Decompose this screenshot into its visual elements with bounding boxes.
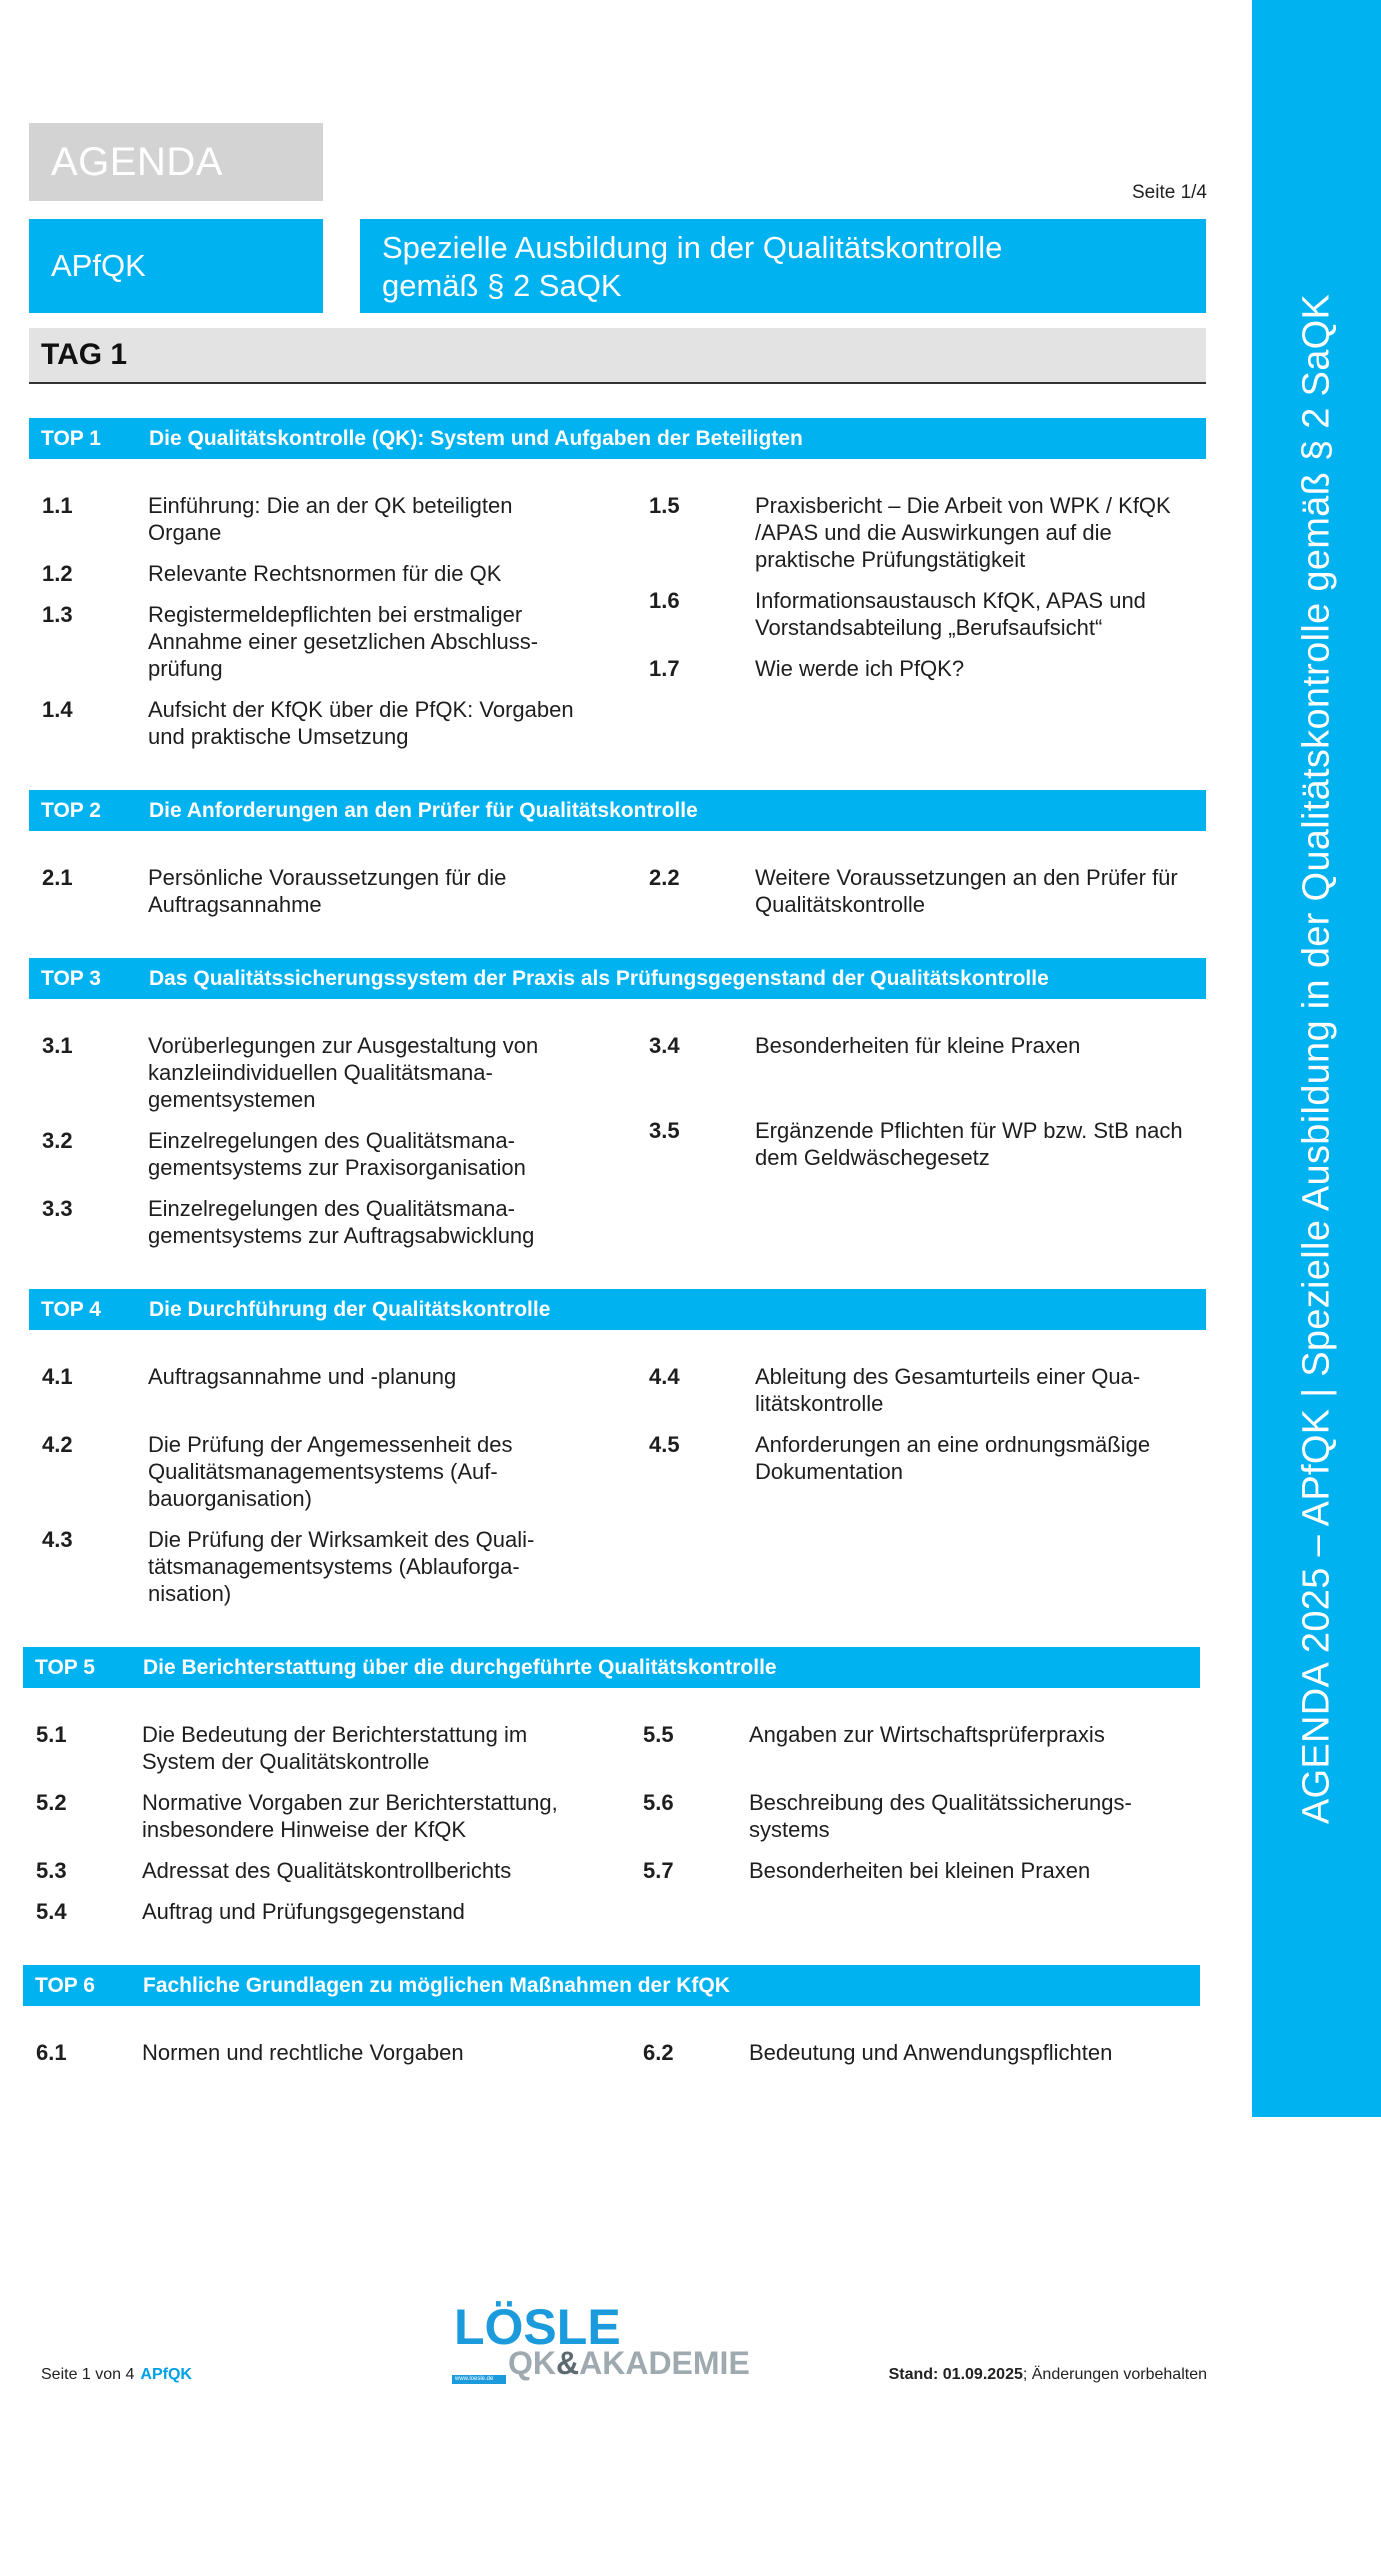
section-items [23, 1688, 1206, 1939]
logo-line1: LÖSLE [454, 2299, 621, 2355]
items-left-column [36, 2039, 643, 2080]
agenda-item [643, 1789, 1200, 1843]
logo-qk: QK [508, 2345, 556, 2381]
items-left-column [36, 1721, 643, 1939]
item-text: Beschreibung des Qualitätssicherungssystems [749, 1790, 1132, 1842]
section-number: TOP 6 [35, 1974, 95, 1997]
item-text: Vorüberlegungen zur Ausgestaltung von kanzleiindividuellen Qualitätsmanagementsystemen [148, 1033, 539, 1112]
item-number: 6.2 [643, 2040, 674, 2065]
item-number: 1.6 [649, 588, 680, 613]
section-title: Die Durchführung der Qualitätskontrolle [149, 1298, 551, 1321]
items-right-column [643, 1721, 1200, 1898]
agenda-sections [29, 418, 1206, 2106]
section-title: Fachliche Grundlagen zu möglichen Maßnahmen der KfQK [143, 1974, 730, 1997]
section-number: TOP 3 [41, 967, 101, 990]
section-title: Das Qualitätssicherungssystem der Praxis als Prüfungsgegenstand der Qualitätskontrolle [149, 967, 1049, 990]
logo-ampersand: & [556, 2345, 580, 2381]
agenda-item [42, 1195, 649, 1249]
agenda-item [649, 587, 1206, 641]
footer-stand [889, 2366, 1207, 2384]
agenda-item [42, 1363, 649, 1390]
agenda-item [42, 864, 649, 918]
footer-stand-date: Stand: 01.09.2025 [888, 2366, 1023, 2383]
item-text: Einzelregelungen des Qualitätsmanagementsystems zur Auftragsabwicklung [148, 1196, 535, 1248]
section-top4 [29, 1289, 1206, 1621]
footer-course-code: APfQK [140, 2366, 192, 2383]
section-header-top1 [29, 418, 1206, 459]
section-items [29, 831, 1206, 932]
item-number: 1.7 [649, 656, 680, 681]
items-right-column [649, 1032, 1206, 1185]
agenda-item [649, 1431, 1206, 1485]
logo-url: www.loesle.de [452, 2375, 506, 2384]
agenda-item [42, 1032, 649, 1113]
agenda-item [649, 492, 1206, 573]
section-header-top5 [23, 1647, 1200, 1688]
agenda-item [42, 560, 649, 587]
course-title-line2: gemäß § 2 SaQK [382, 268, 622, 303]
section-items [29, 999, 1206, 1263]
agenda-item [42, 1127, 649, 1181]
item-text: Einführung: Die an der QK beteiligten Organe [148, 493, 513, 545]
section-top1 [29, 418, 1206, 764]
item-text: Adressat des Qualitätskontrollberichts [142, 1858, 512, 1883]
agenda-item [36, 1857, 643, 1884]
agenda-item [36, 1789, 643, 1843]
item-number: 1.4 [42, 697, 73, 722]
item-text: Wie werde ich PfQK? [755, 656, 965, 681]
agenda-item [42, 1431, 649, 1512]
agenda-item [42, 1526, 649, 1607]
item-text: Die Prüfung der Wirksamkeit des Qualitätsmanagementsystems (Ablauforganisation) [148, 1527, 535, 1606]
agenda-item [643, 1721, 1200, 1748]
item-number: 5.5 [643, 1722, 674, 1747]
item-text: Registermeldepflichten bei erstmaliger Annahme einer gesetzlichen Abschlussprüfung [148, 602, 539, 681]
item-number: 1.3 [42, 602, 73, 627]
item-number: 2.2 [649, 865, 680, 890]
side-banner-text: AGENDA 2025 – APfQK | Spezielle Ausbildung in der Qualitätskontrolle gemäß § 2 SaQK [1295, 293, 1337, 1824]
agenda-item [36, 2039, 643, 2066]
item-number: 5.2 [36, 1790, 67, 1815]
item-number: 2.1 [42, 865, 73, 890]
course-title-line1: Spezielle Ausbildung in der Qualitätskontrolle [382, 230, 1003, 265]
item-number: 4.5 [649, 1432, 680, 1457]
section-title: Die Berichterstattung über die durchgeführte Qualitätskontrolle [143, 1656, 777, 1679]
agenda-item [42, 696, 649, 750]
item-number: 4.2 [42, 1432, 73, 1457]
course-title [360, 219, 1206, 313]
agenda-label: AGENDA [29, 123, 323, 201]
item-number: 6.1 [36, 2040, 67, 2065]
item-number: 4.3 [42, 1527, 73, 1552]
section-header-top2 [29, 790, 1206, 831]
item-text: Praxisbericht – Die Arbeit von WPK / KfQK /APAS und die Auswirkungen auf die praktische Prüfungstätigkeit [755, 493, 1171, 572]
section-top2 [29, 790, 1206, 932]
agenda-item [649, 1117, 1206, 1171]
section-items [29, 1330, 1206, 1621]
section-header-top3 [29, 958, 1206, 999]
section-number: TOP 2 [41, 799, 101, 822]
item-text: Die Prüfung der Angemessenheit des Qualitätsmanagementsystems (Aufbauorganisation) [148, 1432, 513, 1511]
items-right-column [649, 864, 1206, 932]
item-number: 3.5 [649, 1118, 680, 1143]
logo-line2 [508, 2345, 750, 2381]
page-indicator: Seite 1/4 [1132, 182, 1207, 203]
items-right-column [649, 1363, 1206, 1499]
item-number: 4.4 [649, 1364, 680, 1389]
agenda-item [649, 1363, 1206, 1417]
items-right-column [643, 2039, 1200, 2080]
item-number: 3.1 [42, 1033, 73, 1058]
course-code: APfQK [29, 219, 323, 313]
item-text: Ableitung des Gesamturteils einer Qualitätskontrolle [755, 1364, 1141, 1416]
item-number: 5.4 [36, 1899, 67, 1924]
agenda-item [649, 655, 1206, 682]
section-title: Die Anforderungen an den Prüfer für Qualitätskontrolle [149, 799, 698, 822]
item-number: 5.3 [36, 1858, 67, 1883]
items-left-column [42, 1363, 649, 1621]
items-left-column [42, 864, 649, 932]
items-left-column [42, 1032, 649, 1263]
section-number: TOP 5 [35, 1656, 95, 1679]
section-number: TOP 1 [41, 427, 101, 450]
section-top3 [29, 958, 1206, 1263]
loesle-logo [452, 2299, 750, 2385]
item-number: 3.4 [649, 1033, 680, 1058]
item-text: Die Bedeutung der Berichterstattung im System der Qualitätskontrolle [142, 1722, 528, 1774]
item-text: Relevante Rechtsnormen für die QK [148, 561, 502, 586]
footer-stand-note: ; Änderungen vorbehalten [1022, 2366, 1207, 2383]
item-number: 1.1 [42, 493, 73, 518]
logo-akademie: AKADEMIE [579, 2345, 750, 2381]
section-items [23, 2006, 1206, 2080]
agenda-item [42, 492, 649, 546]
item-number: 5.6 [643, 1790, 674, 1815]
agenda-item [42, 601, 649, 682]
item-text: Einzelregelungen des Qualitätsmanagementsystems zur Praxisorganisation [148, 1128, 526, 1180]
agenda-item [649, 864, 1206, 918]
agenda-item [36, 1898, 643, 1925]
items-right-column [649, 492, 1206, 696]
item-number: 1.2 [42, 561, 73, 586]
item-number: 4.1 [42, 1364, 73, 1389]
section-header-top6 [23, 1965, 1200, 2006]
agenda-item [649, 1032, 1206, 1059]
item-number: 3.3 [42, 1196, 73, 1221]
item-text: Auftragsannahme und -planung [148, 1364, 457, 1389]
item-text: Ergänzende Pflichten für WP bzw. StB nach dem Geldwäschegesetz [755, 1118, 1183, 1170]
item-text: Normen und rechtliche Vorgaben [142, 2040, 464, 2065]
agenda-item [643, 1857, 1200, 1884]
item-text: Aufsicht der KfQK über die PfQK: Vorgaben und praktische Umsetzung [148, 697, 574, 749]
footer-page-text: Seite 1 von 4 [41, 2366, 135, 2383]
section-header-top4 [29, 1289, 1206, 1330]
footer-page [41, 2366, 192, 2384]
section-items [29, 459, 1206, 764]
item-text: Auftrag und Prüfungsgegenstand [142, 1899, 465, 1924]
item-text: Weitere Voraussetzungen an den Prüfer für Qualitätskontrolle [755, 865, 1178, 917]
item-text: Informationsaustausch KfQK, APAS und Vorstandsabteilung „Berufsaufsicht“ [755, 588, 1146, 640]
item-text: Besonderheiten für kleine Praxen [755, 1033, 1081, 1058]
item-text: Normative Vorgaben zur Berichterstattung, insbesondere Hinweise der KfQK [142, 1790, 558, 1842]
agenda-item [36, 1721, 643, 1775]
section-top6 [23, 1965, 1206, 2080]
item-text: Angaben zur Wirtschaftsprüferpraxis [749, 1722, 1105, 1747]
section-title: Die Qualitätskontrolle (QK): System und Aufgaben der Beteiligten [149, 427, 803, 450]
item-number: 1.5 [649, 493, 680, 518]
item-text: Anforderungen an eine ordnungsmäßige Dokumentation [755, 1432, 1151, 1484]
section-top5 [23, 1647, 1206, 1939]
item-text: Persönliche Voraussetzungen für die Auftragsannahme [148, 865, 507, 917]
day-label: TAG 1 [29, 328, 1206, 384]
side-banner [1252, 0, 1381, 2117]
item-number: 5.1 [36, 1722, 67, 1747]
item-text: Bedeutung und Anwendungspflichten [749, 2040, 1113, 2065]
items-left-column [42, 492, 649, 764]
item-text: Besonderheiten bei kleinen Praxen [749, 1858, 1091, 1883]
agenda-item [643, 2039, 1200, 2066]
item-number: 3.2 [42, 1128, 73, 1153]
section-number: TOP 4 [41, 1298, 101, 1321]
item-number: 5.7 [643, 1858, 674, 1883]
